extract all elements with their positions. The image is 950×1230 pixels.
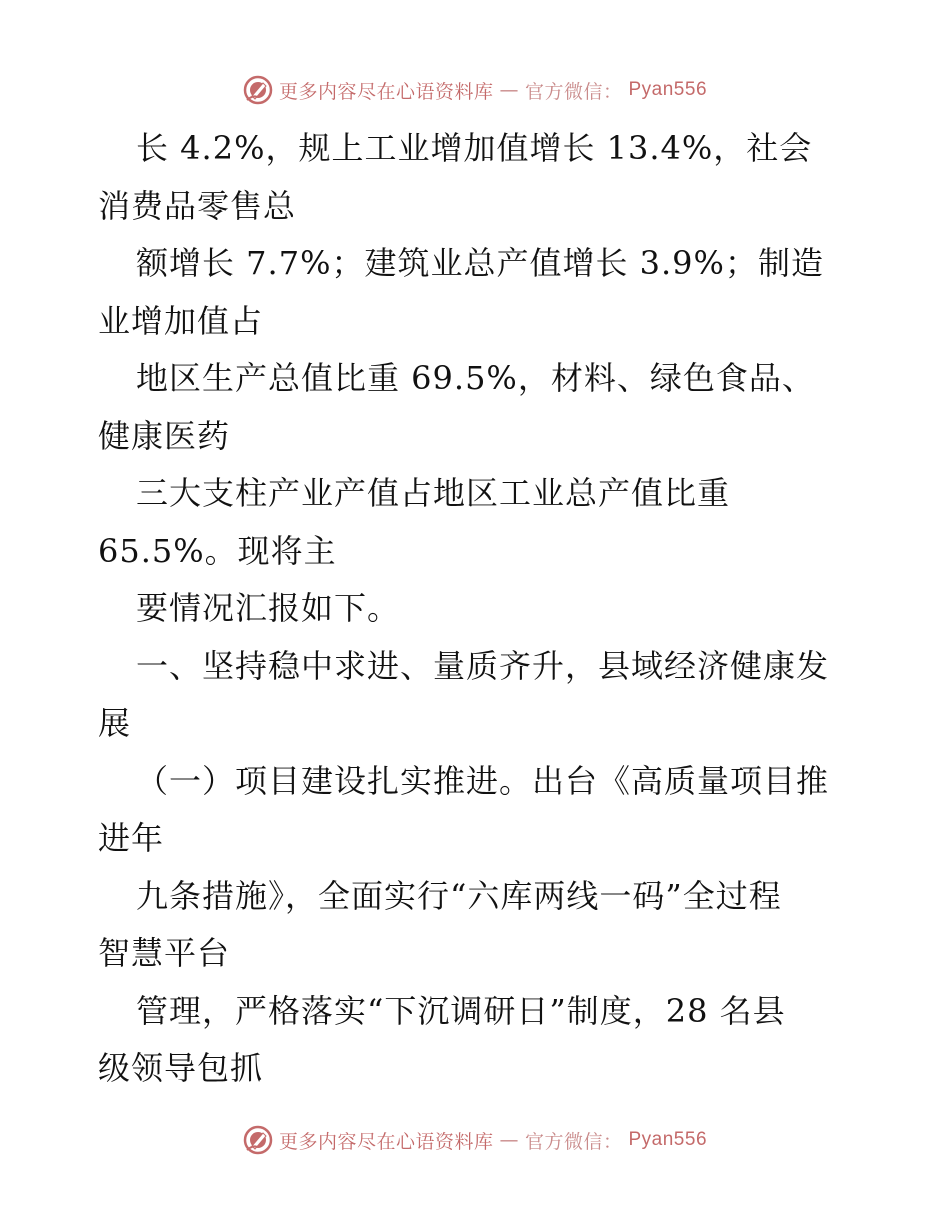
document-body	[98, 120, 858, 1098]
document-line: 一、坚持稳中求进、量质齐升，县域经济健康发	[136, 646, 830, 685]
watermark-separator: —	[499, 79, 519, 101]
document-line: 地区生产总值比重 69.5%，材料、绿色食品、	[136, 359, 815, 397]
watermark-brand: 更多内容尽在心语资料库	[278, 1130, 494, 1153]
document-line: （一）项目建设扎实推进。出台《高质量项目推	[136, 761, 830, 800]
document-line: 进年	[98, 819, 165, 857]
document-line: 管理，严格落实“下沉调研日”制度，28 名县	[136, 991, 786, 1030]
document-line: 业增加值占	[98, 301, 264, 340]
document-line: 三大支柱产业产值占地区工业总产值比重	[136, 474, 731, 512]
document-line: 额增长 7.7%；建筑业总产值增长 3.9%；制造	[136, 244, 824, 282]
watermark-header	[0, 70, 950, 110]
watermark-label: 官方微信：	[524, 1130, 623, 1153]
document-line: 要情况汇报如下。	[136, 589, 401, 627]
document-line: 展	[98, 704, 132, 742]
watermark-footer	[0, 1120, 950, 1160]
watermark-separator: —	[499, 1129, 519, 1151]
document-line: 消费品零售总	[98, 186, 297, 225]
document-line: 65.5%。现将主	[98, 531, 337, 570]
watermark-label: 官方微信：	[524, 80, 623, 103]
document-line: 智慧平台	[98, 934, 231, 972]
document-line: 长 4.2%，规上工业增加值增长 13.4%，社会	[136, 129, 813, 167]
watermark-id: Pyan556	[628, 79, 708, 100]
pen-nib-seal-icon	[243, 1125, 273, 1155]
document-line: 健康医药	[98, 416, 231, 455]
watermark-id: Pyan556	[628, 1129, 708, 1150]
document-line: 九条措施》，全面实行“六库两线一码”全过程	[136, 876, 782, 915]
pen-nib-seal-icon	[243, 75, 273, 105]
watermark-brand: 更多内容尽在心语资料库	[278, 80, 494, 103]
document-line: 级领导包抓	[98, 1049, 264, 1087]
